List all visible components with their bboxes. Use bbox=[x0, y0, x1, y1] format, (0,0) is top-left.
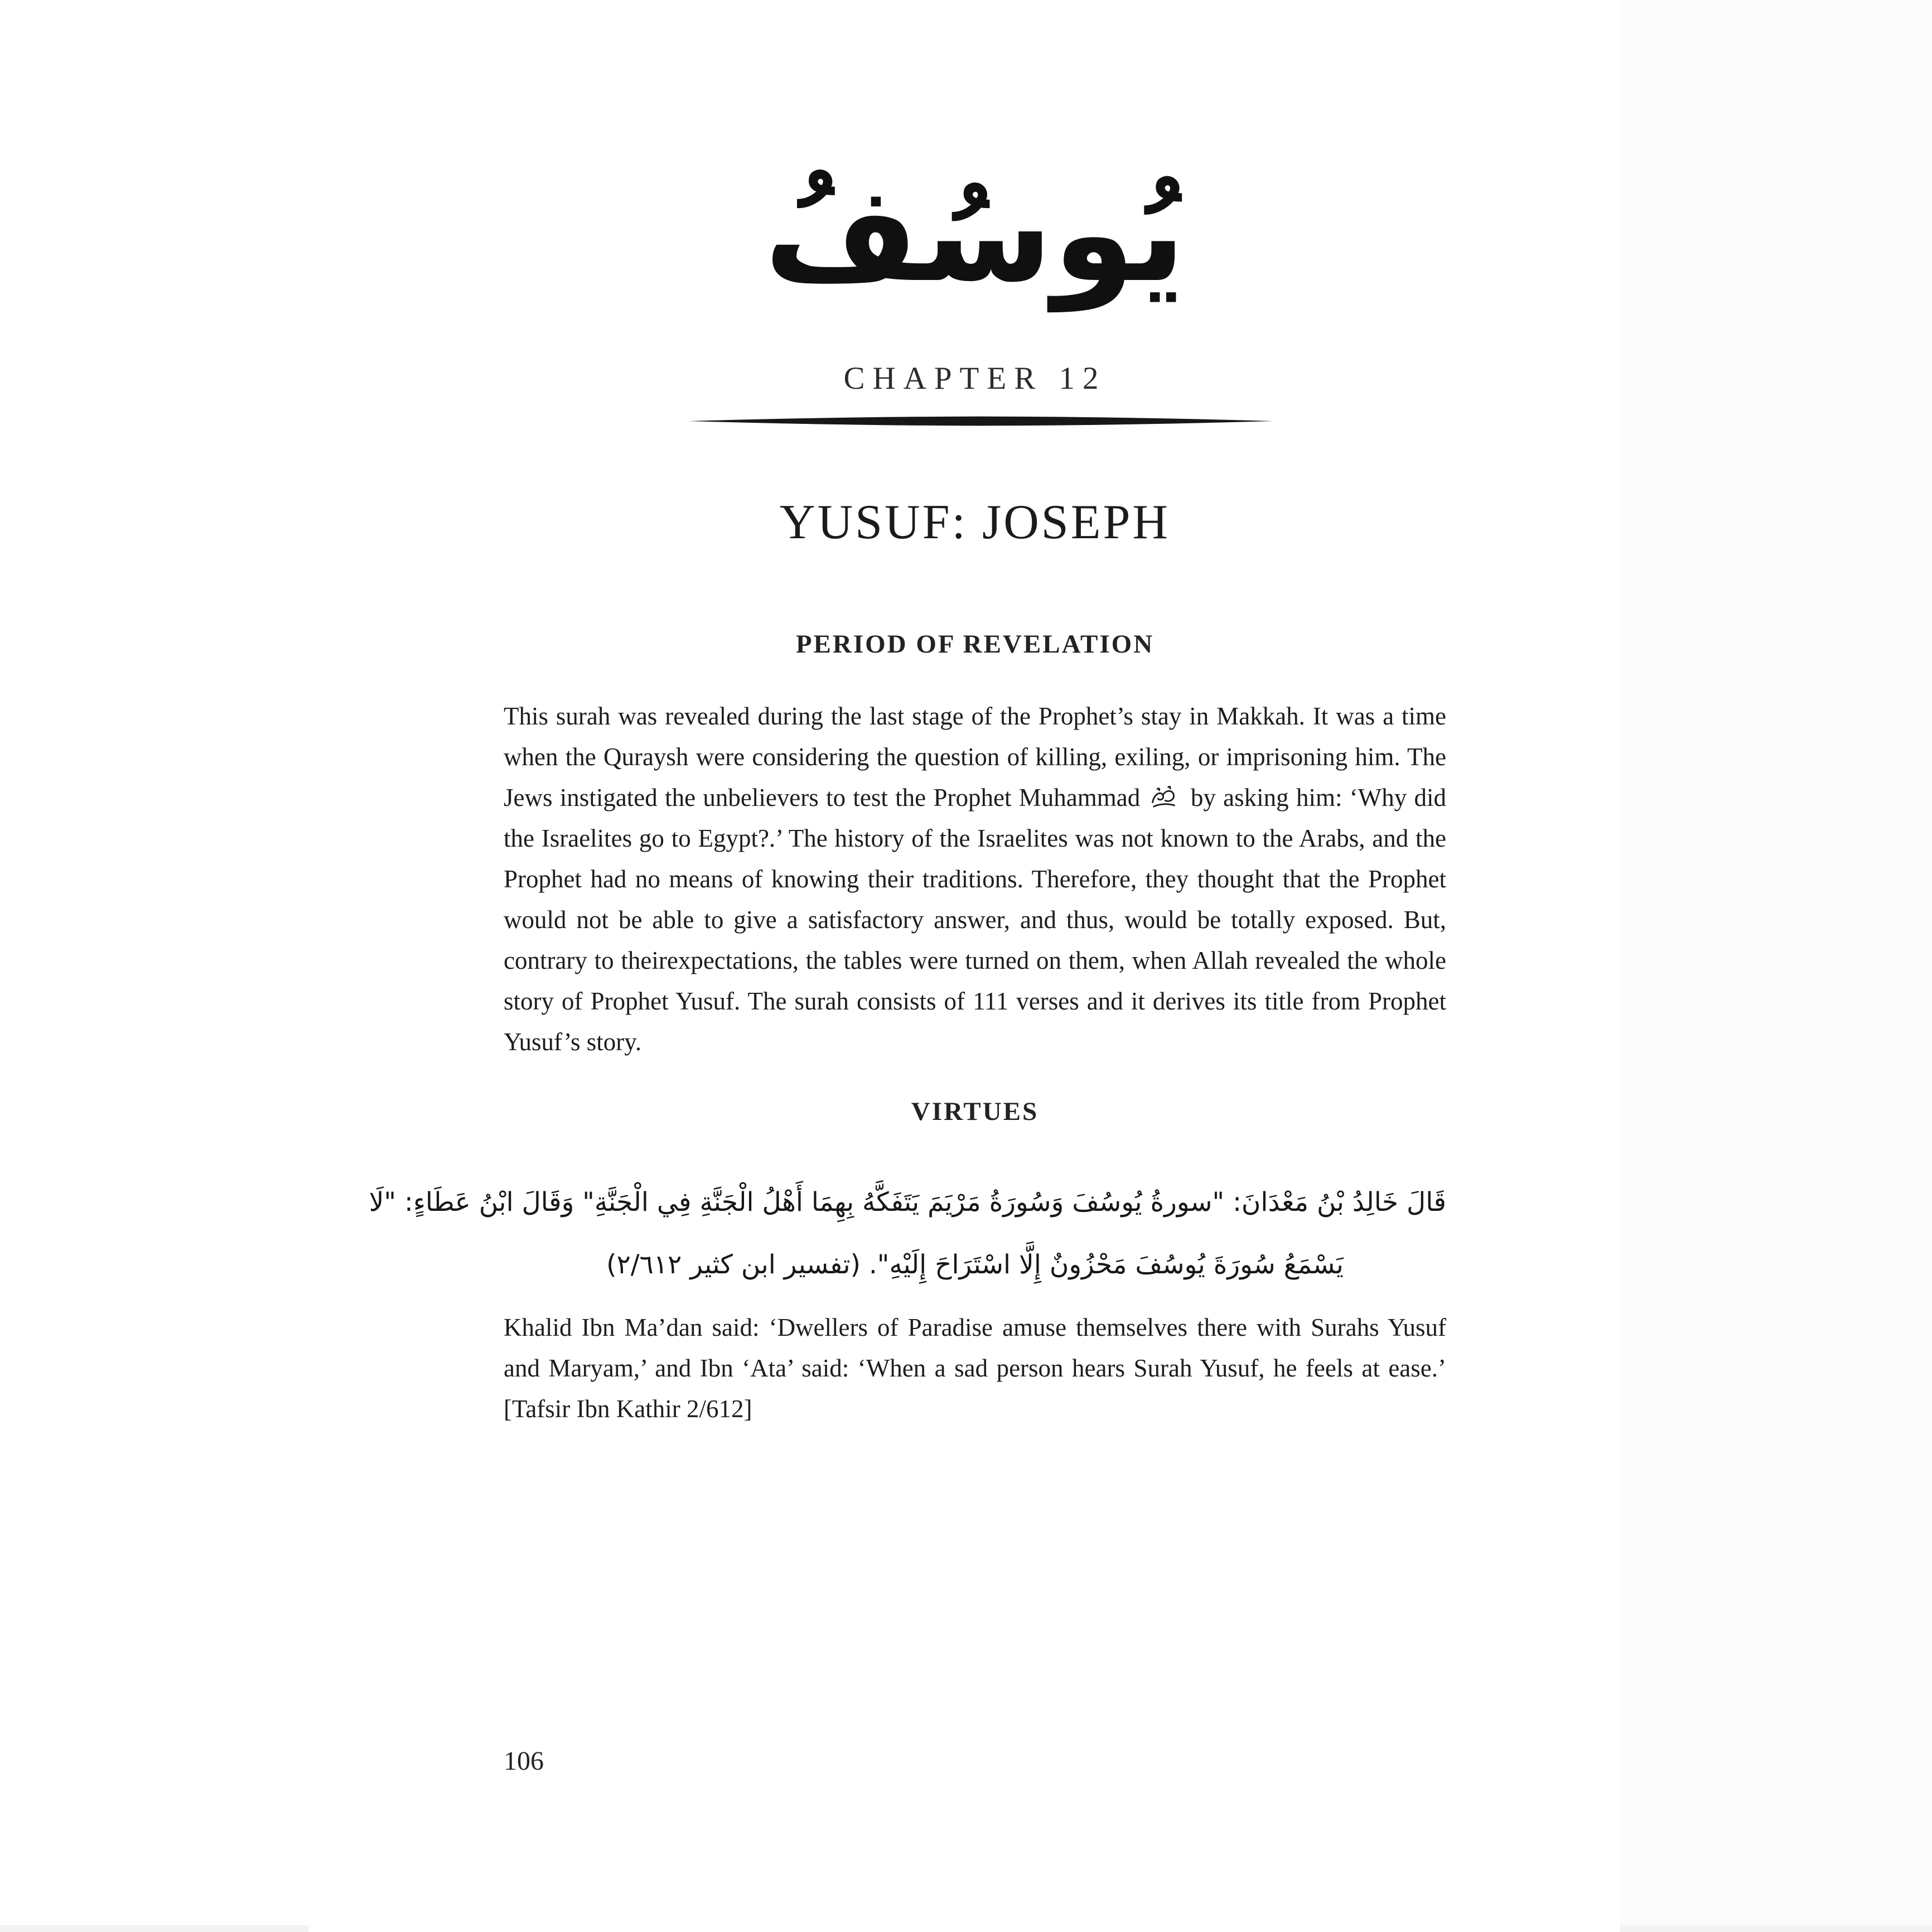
surah-title: YUSUF: JOSEPH bbox=[780, 495, 1170, 549]
virtues-translation-paragraph: Khalid Ibn Ma’dan said: ‘Dwellers of Paradise amuse themselves there with Surahs Yusuf and Maryam,’ and Ibn ‘Ata’ said: ‘When a sad person hears Surah Yusuf, he feels at ease.’ [Tafsir Ibn Kathir 2/612] bbox=[504, 1313, 1446, 1423]
chapter-divider-rule bbox=[688, 416, 1273, 427]
virtues-heading: VIRTUES bbox=[911, 1097, 1039, 1126]
revelation-paragraph-part1: This surah was revealed during the last stage of the Prophet’s stay in Makkah. It was a time when the Quraysh were considering the question of killing, exiling, or imprisoning him. The Jews instigated the unbelievers to test the Prophet Muhammad bbox=[504, 702, 1446, 812]
chapter-label: CHAPTER 12 bbox=[843, 361, 1107, 396]
scan-background-right bbox=[1620, 0, 1932, 1932]
page-number: 106 bbox=[504, 1746, 544, 1776]
pbuh-symbol bbox=[1149, 783, 1178, 810]
period-of-revelation-heading: PERIOD OF REVELATION bbox=[795, 630, 1155, 659]
revelation-paragraph bbox=[504, 696, 1446, 1062]
arabic-quote-line-1: قَالَ خَالِدُ بْنُ مَعْدَانَ: "سورةُ يُوسُفَ وَسُورَةُ مَرْيَمَ يَتَفَكَّهُ بِهِمَا أَهْلُ الْجَنَّةِ فِي الْجَنَّةِ" وَقَالَ ابْنُ عَطَاءٍ: "لَا bbox=[369, 1187, 1446, 1218]
page-sheet bbox=[308, 0, 1620, 1932]
arabic-quote-line-2: يَسْمَعُ سُورَةَ يُوسُفَ مَحْزُونٌ إِلَّا اسْتَرَاحَ إِلَيْهِ". (تفسير ابن كثير ٢/٦١٢) bbox=[606, 1249, 1344, 1280]
virtues-arabic-quote bbox=[369, 1171, 1446, 1296]
revelation-paragraph-part2: by asking him: ‘Why did the Israelites go to Egypt?.’ The history of the Israelites was not known to the Arabs, and the Prophet had no means of knowing their traditions. Therefore, they thought that the Prophet would not be able to give a satisfactory answer, and thus, would be totally exposed. But, contrary to theirexpectations, the tables were turned on them, when Allah revealed the whole story of Prophet Yusuf. The surah consists of 111 verses and it derives its title from Prophet Yusuf’s story. bbox=[504, 784, 1447, 1056]
surah-name-calligraphy: يُوسُفُ bbox=[764, 157, 1186, 312]
